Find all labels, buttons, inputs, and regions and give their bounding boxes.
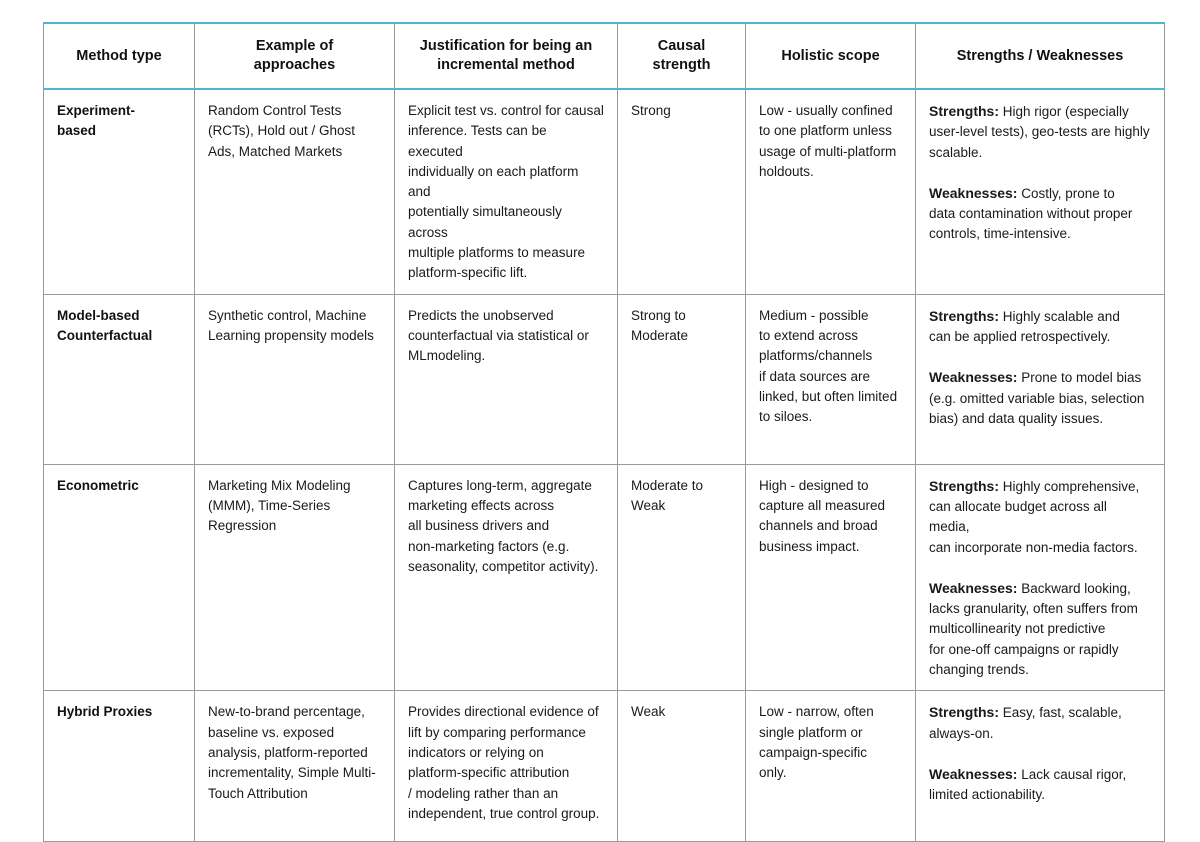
table-header-row xyxy=(44,23,1165,89)
header-causal-strength: Causal strength xyxy=(618,23,746,89)
strengths-label: Strengths: xyxy=(929,477,999,494)
weaknesses-text: Prone to model bias (e.g. omitted variable bias, selection bias) and data quality issues. xyxy=(929,370,1145,426)
header-method-type: Method type xyxy=(44,23,195,89)
examples-cell: Synthetic control, Machine Learning propensity models xyxy=(195,294,395,464)
holistic-scope-cell: Low - usually confined to one platform unless usage of multi-platform holdouts. xyxy=(746,89,916,294)
weaknesses-block xyxy=(929,578,1151,680)
justification-cell: Predicts the unobserved counterfactual via statistical or MLmodeling. xyxy=(395,294,618,464)
holistic-scope-cell: Low - narrow, often single platform or campaign-specific only. xyxy=(746,691,916,842)
methods-comparison-table xyxy=(43,22,1165,842)
strengths-block xyxy=(929,306,1151,348)
strengths-text: Easy, fast, scalable, always-on. xyxy=(929,705,1122,741)
causal-strength-cell: Moderate to Weak xyxy=(618,464,746,691)
examples-cell: Random Control Tests (RCTs), Hold out / Ghost Ads, Matched Markets xyxy=(195,89,395,294)
weaknesses-block xyxy=(929,183,1151,245)
causal-strength-cell: Strong xyxy=(618,89,746,294)
weaknesses-text: Lack causal rigor, limited actionability. xyxy=(929,766,1127,803)
strengths-block xyxy=(929,702,1151,744)
weaknesses-text: Costly, prone to data contamination without proper controls, time-intensive. xyxy=(929,185,1133,242)
weaknesses-label: Weaknesses: xyxy=(929,184,1018,201)
table-row xyxy=(44,691,1165,842)
strengths-weaknesses-cell xyxy=(916,89,1165,294)
strengths-weaknesses-cell xyxy=(916,691,1165,842)
strengths-label: Strengths: xyxy=(929,307,999,324)
strengths-block xyxy=(929,101,1151,163)
strengths-text: High rigor (especially user-level tests), geo-tests are highly scalable. xyxy=(929,104,1150,160)
header-holistic-scope: Holistic scope xyxy=(746,23,916,89)
weaknesses-block xyxy=(929,764,1151,806)
strengths-text: Highly scalable and can be applied retrospectively. xyxy=(929,308,1120,344)
strengths-label: Strengths: xyxy=(929,704,999,721)
header-examples: Example of approaches xyxy=(195,23,395,89)
causal-strength-cell: Strong to Moderate xyxy=(618,294,746,464)
justification-cell: Captures long-term, aggregate marketing effects across all business drivers and non-marketing factors (e.g. seasonality, competitor activity). xyxy=(395,464,618,691)
method-type-cell: Hybrid Proxies xyxy=(44,691,195,842)
method-type-cell: Experiment- based xyxy=(44,89,195,294)
table-row xyxy=(44,89,1165,294)
strengths-weaknesses-cell xyxy=(916,464,1165,691)
examples-cell: Marketing Mix Modeling (MMM), Time-Series Regression xyxy=(195,464,395,691)
method-type-cell: Econometric xyxy=(44,464,195,691)
strengths-label: Strengths: xyxy=(929,103,999,119)
holistic-scope-cell: Medium - possible to extend across platforms/channels if data sources are linked, but often limited to siloes. xyxy=(746,294,916,464)
weaknesses-label: Weaknesses: xyxy=(929,369,1018,386)
header-justification: Justification for being an incremental method xyxy=(395,23,618,89)
weaknesses-text: Backward looking, lacks granularity, often suffers from multicollinearity not predictive for one-off campaigns or rapidly changing trends. xyxy=(929,580,1138,678)
table-row xyxy=(44,294,1165,464)
strengths-weaknesses-cell xyxy=(916,294,1165,464)
justification-cell: Provides directional evidence of lift by comparing performance indicators or relying on platform-specific attribution / modeling rather than an independent, true control group. xyxy=(395,691,618,842)
table-row xyxy=(44,464,1165,691)
examples-cell: New-to-brand percentage, baseline vs. exposed analysis, platform-reported incrementality, Simple Multi- Touch Attribution xyxy=(195,691,395,842)
weaknesses-block xyxy=(929,367,1151,429)
causal-strength-cell: Weak xyxy=(618,691,746,842)
weaknesses-label: Weaknesses: xyxy=(929,765,1018,782)
weaknesses-label: Weaknesses: xyxy=(929,579,1018,596)
strengths-block xyxy=(929,476,1151,558)
method-type-cell: Model-based Counterfactual xyxy=(44,294,195,464)
holistic-scope-cell: High - designed to capture all measured channels and broad business impact. xyxy=(746,464,916,691)
header-strengths-weaknesses: Strengths / Weaknesses xyxy=(916,23,1165,89)
strengths-text: Highly comprehensive, can allocate budget across all media, can incorporate non-media factors. xyxy=(929,478,1140,555)
justification-cell: Explicit test vs. control for causal inference. Tests can be executed individually on each platform and potentially simultaneously across multiple platforms to measure platform-specific lift. xyxy=(395,89,618,294)
